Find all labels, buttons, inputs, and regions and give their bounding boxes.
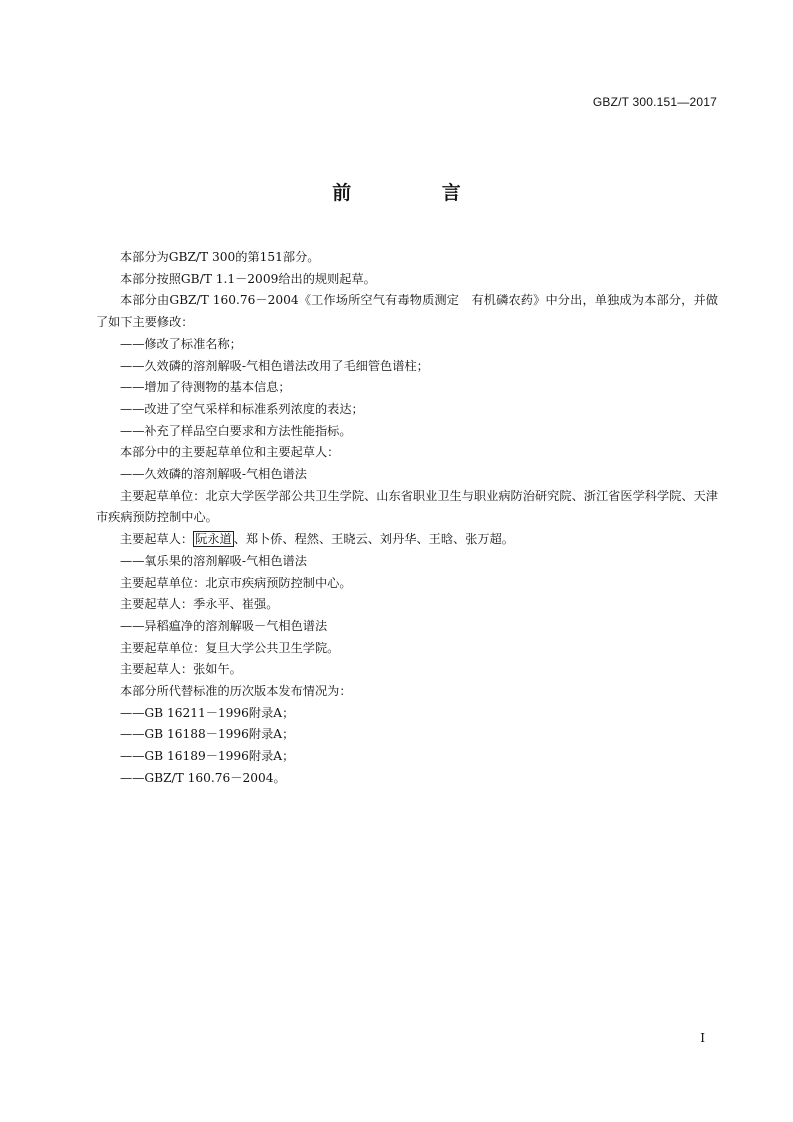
- paragraph: 本部分由GBZ/T 160.76－2004《工作场所空气有毒物质测定 有机磷农药》中分出，单独成为本部分，并做了如下主要修改：: [96, 293, 718, 330]
- paragraph: 本部分所代替标准的历次版本发布情况为：: [120, 684, 352, 699]
- paragraph: ——增加了待测物的基本信息；: [120, 380, 291, 395]
- paragraph: 本部分为GBZ/T 300的第151部分。: [120, 250, 320, 264]
- paragraph: 主要起草人：张如午。: [120, 662, 242, 677]
- page-number: I: [700, 1031, 705, 1045]
- highlighted-name: 阮永道: [195, 532, 232, 547]
- paragraph: ——GBZ/T 160.76－2004。: [120, 770, 286, 785]
- standard-code-header: GBZ/T 300.151—2017: [592, 95, 717, 109]
- paragraph: 主要起草人：季永平、崔强。: [120, 597, 279, 612]
- drafters-line: [96, 529, 718, 551]
- paragraph: ——改进了空气采样和标准系列浓度的表达；: [120, 401, 364, 416]
- paragraph: ——补充了样品空白要求和方法性能指标。: [120, 423, 352, 438]
- paragraph: 本部分中的主要起草单位和主要起草人：: [120, 445, 340, 460]
- paragraph: 主要起草单位：北京大学医学部公共卫生学院、山东省职业卫生与职业病防治研究院、浙江省医学科学院、天津市疾病预防控制中心。: [96, 488, 718, 525]
- paragraph: 主要起草单位：复旦大学公共卫生学院。: [120, 640, 340, 655]
- drafters-rest: 、郑卜侨、程然、王晓云、刘丹华、王晗、张万超。: [233, 532, 514, 547]
- paragraph: ——GB 16188－1996附录A；: [120, 727, 295, 742]
- paragraph: ——久效磷的溶剂解吸-气相色谱法改用了毛细管色谱柱；: [120, 358, 429, 373]
- paragraph: ——氧乐果的溶剂解吸-气相色谱法: [120, 553, 307, 568]
- paragraph: ——GB 16211－1996附录A；: [120, 705, 295, 720]
- paragraph: 本部分按照GB/T 1.1－2009给出的规则起草。: [120, 271, 376, 286]
- paragraph: ——异稻瘟净的溶剂解吸－气相色谱法: [120, 618, 328, 633]
- paragraph: ——久效磷的溶剂解吸-气相色谱法: [120, 467, 307, 482]
- foreword-body: [96, 247, 718, 790]
- paragraph: 主要起草单位：北京市疾病预防控制中心。: [120, 575, 352, 590]
- paragraph: ——GB 16189－1996附录A；: [120, 749, 295, 764]
- paragraph: ——修改了标准名称；: [120, 336, 242, 351]
- page-title: 前 言: [332, 182, 503, 204]
- drafters-label: 主要起草人：: [120, 532, 194, 547]
